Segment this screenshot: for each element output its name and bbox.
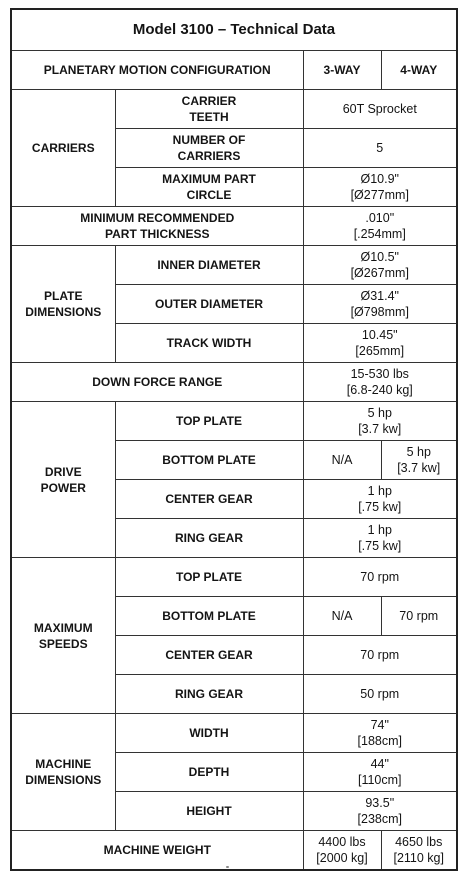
carriers-group-label: CARRIERS bbox=[11, 90, 115, 207]
speed-bottom-plate-label: BOTTOM PLATE bbox=[115, 597, 303, 636]
machine-dimensions-group-line2: DIMENSIONS bbox=[25, 773, 102, 787]
outer-diameter-value-mm: [Ø798mm] bbox=[350, 305, 409, 319]
machine-weight-3way-kg: [2000 kg] bbox=[316, 851, 368, 865]
config-header-row bbox=[11, 51, 457, 90]
column-header-4way: 4-WAY bbox=[381, 51, 457, 90]
inner-diameter-value-in: Ø10.5" bbox=[360, 250, 399, 264]
machine-depth-label: DEPTH bbox=[115, 753, 303, 792]
min-thickness-row bbox=[11, 207, 457, 246]
title-row bbox=[11, 9, 457, 51]
drive-ring-gear-value-kw: [.75 kw] bbox=[358, 539, 402, 553]
carrier-teeth-label-line1: CARRIER bbox=[181, 94, 237, 108]
config-label: PLANETARY MOTION CONFIGURATION bbox=[11, 51, 303, 90]
outer-diameter-value-in: Ø31.4" bbox=[360, 289, 399, 303]
drive-ring-gear-value-hp: 1 hp bbox=[367, 523, 392, 537]
machine-depth-value-cm: [110cm] bbox=[357, 773, 402, 787]
machine-height-value-cm: [238cm] bbox=[357, 812, 402, 826]
speed-ring-gear-value: 50 rpm bbox=[303, 675, 457, 714]
drive-bottom-plate-4way-kw: [3.7 kw] bbox=[397, 461, 441, 475]
machine-dimensions-group-line1: MACHINE bbox=[35, 757, 92, 771]
drive-bottom-plate-3way: N/A bbox=[303, 441, 381, 480]
speed-top-plate-label: TOP PLATE bbox=[115, 558, 303, 597]
drive-center-gear-value-kw: [.75 kw] bbox=[358, 500, 402, 514]
speed-ring-gear-label: RING GEAR bbox=[115, 675, 303, 714]
drive-ring-gear-value bbox=[303, 519, 457, 558]
drive-center-gear-value-hp: 1 hp bbox=[367, 484, 392, 498]
number-of-carriers-value: 5 bbox=[303, 129, 457, 168]
machine-depth-value bbox=[303, 753, 457, 792]
speed-center-gear-value: 70 rpm bbox=[303, 636, 457, 675]
max-part-circle-label-line2: CIRCLE bbox=[186, 188, 232, 202]
machine-weight-4way bbox=[381, 831, 457, 871]
min-thickness-value bbox=[303, 207, 457, 246]
machine-width-value bbox=[303, 714, 457, 753]
number-of-carriers-label bbox=[115, 129, 303, 168]
max-part-circle-value-mm: [Ø277mm] bbox=[350, 188, 409, 202]
machine-dimensions-group-label bbox=[11, 714, 115, 831]
track-width-value-mm: [265mm] bbox=[355, 344, 405, 358]
max-speeds-group-line1: MAXIMUM bbox=[33, 620, 93, 635]
max-speeds-group-line2: SPEEDS bbox=[38, 636, 88, 651]
machine-width-label: WIDTH bbox=[115, 714, 303, 753]
drive-bottom-plate-label: BOTTOM PLATE bbox=[115, 441, 303, 480]
machine-weight-row bbox=[11, 831, 457, 871]
drive-top-plate-value bbox=[303, 402, 457, 441]
drive-top-plate-value-kw: [3.7 kw] bbox=[358, 422, 402, 436]
outer-diameter-value bbox=[303, 285, 457, 324]
carrier-teeth-label bbox=[115, 90, 303, 129]
track-width-value-in: 10.45" bbox=[361, 328, 398, 342]
drive-center-gear-value bbox=[303, 480, 457, 519]
drive-ring-gear-label: RING GEAR bbox=[115, 519, 303, 558]
min-thickness-label bbox=[11, 207, 303, 246]
max-part-circle-label-line1: MAXIMUM PART bbox=[162, 172, 256, 186]
down-force-row bbox=[11, 363, 457, 402]
track-width-label: TRACK WIDTH bbox=[115, 324, 303, 363]
scan-speck bbox=[226, 866, 229, 868]
carrier-teeth-row bbox=[11, 90, 457, 129]
drive-power-group-label bbox=[11, 402, 115, 558]
plate-dimensions-group-line2: DIMENSIONS bbox=[25, 305, 102, 319]
plate-dimensions-group-line1: PLATE bbox=[44, 289, 83, 303]
machine-height-label: HEIGHT bbox=[115, 792, 303, 831]
down-force-label: DOWN FORCE RANGE bbox=[11, 363, 303, 402]
drive-bottom-plate-4way-hp: 5 hp bbox=[406, 445, 431, 459]
min-thickness-value-in: .010" bbox=[365, 211, 395, 225]
carrier-teeth-label-line2: TEETH bbox=[189, 110, 229, 124]
machine-width-row bbox=[11, 714, 457, 753]
track-width-value bbox=[303, 324, 457, 363]
table-title: Model 3100 – Technical Data bbox=[11, 9, 457, 51]
max-part-circle-value-in: Ø10.9" bbox=[360, 172, 399, 186]
drive-power-group-line1: DRIVE bbox=[44, 464, 82, 479]
number-of-carriers-label-line2: CARRIERS bbox=[177, 149, 241, 163]
machine-height-value bbox=[303, 792, 457, 831]
drive-top-plate-label: TOP PLATE bbox=[115, 402, 303, 441]
machine-weight-label: MACHINE WEIGHT bbox=[11, 831, 303, 871]
carrier-teeth-value: 60T Sprocket bbox=[303, 90, 457, 129]
drive-top-plate-value-hp: 5 hp bbox=[367, 406, 392, 420]
machine-width-value-cm: [188cm] bbox=[357, 734, 402, 748]
machine-width-value-in: 74" bbox=[370, 718, 389, 732]
down-force-value-lbs: 15-530 lbs bbox=[350, 367, 409, 381]
max-part-circle-value bbox=[303, 168, 457, 207]
max-speeds-group-label bbox=[11, 558, 115, 714]
inner-diameter-value bbox=[303, 246, 457, 285]
machine-weight-4way-kg: [2110 kg] bbox=[393, 851, 444, 865]
machine-depth-value-in: 44" bbox=[370, 757, 389, 771]
speed-top-plate-row bbox=[11, 558, 457, 597]
drive-bottom-plate-4way bbox=[381, 441, 457, 480]
drive-center-gear-label: CENTER GEAR bbox=[115, 480, 303, 519]
inner-diameter-row bbox=[11, 246, 457, 285]
outer-diameter-label: OUTER DIAMETER bbox=[115, 285, 303, 324]
down-force-value-kg: [6.8-240 kg] bbox=[346, 383, 413, 397]
machine-weight-4way-lbs: 4650 lbs bbox=[395, 835, 443, 849]
inner-diameter-value-mm: [Ø267mm] bbox=[350, 266, 409, 280]
min-thickness-value-mm: [.254mm] bbox=[353, 227, 406, 241]
technical-data-sheet bbox=[10, 8, 456, 871]
max-part-circle-label bbox=[115, 168, 303, 207]
speed-bottom-plate-3way: N/A bbox=[303, 597, 381, 636]
speed-top-plate-value: 70 rpm bbox=[303, 558, 457, 597]
down-force-value bbox=[303, 363, 457, 402]
column-header-3way: 3-WAY bbox=[303, 51, 381, 90]
machine-weight-3way-lbs: 4400 lbs bbox=[318, 835, 366, 849]
min-thickness-label-line2: PART THICKNESS bbox=[105, 227, 210, 241]
speed-bottom-plate-4way: 70 rpm bbox=[381, 597, 457, 636]
technical-data-table bbox=[10, 8, 458, 871]
plate-dimensions-group-label bbox=[11, 246, 115, 363]
machine-height-value-in: 93.5" bbox=[365, 796, 395, 810]
drive-top-plate-row bbox=[11, 402, 457, 441]
drive-power-group-line2: POWER bbox=[40, 480, 86, 495]
min-thickness-label-line1: MINIMUM RECOMMENDED bbox=[80, 211, 235, 225]
speed-center-gear-label: CENTER GEAR bbox=[115, 636, 303, 675]
inner-diameter-label: INNER DIAMETER bbox=[115, 246, 303, 285]
number-of-carriers-label-line1: NUMBER OF bbox=[172, 133, 246, 147]
machine-weight-3way bbox=[303, 831, 381, 871]
